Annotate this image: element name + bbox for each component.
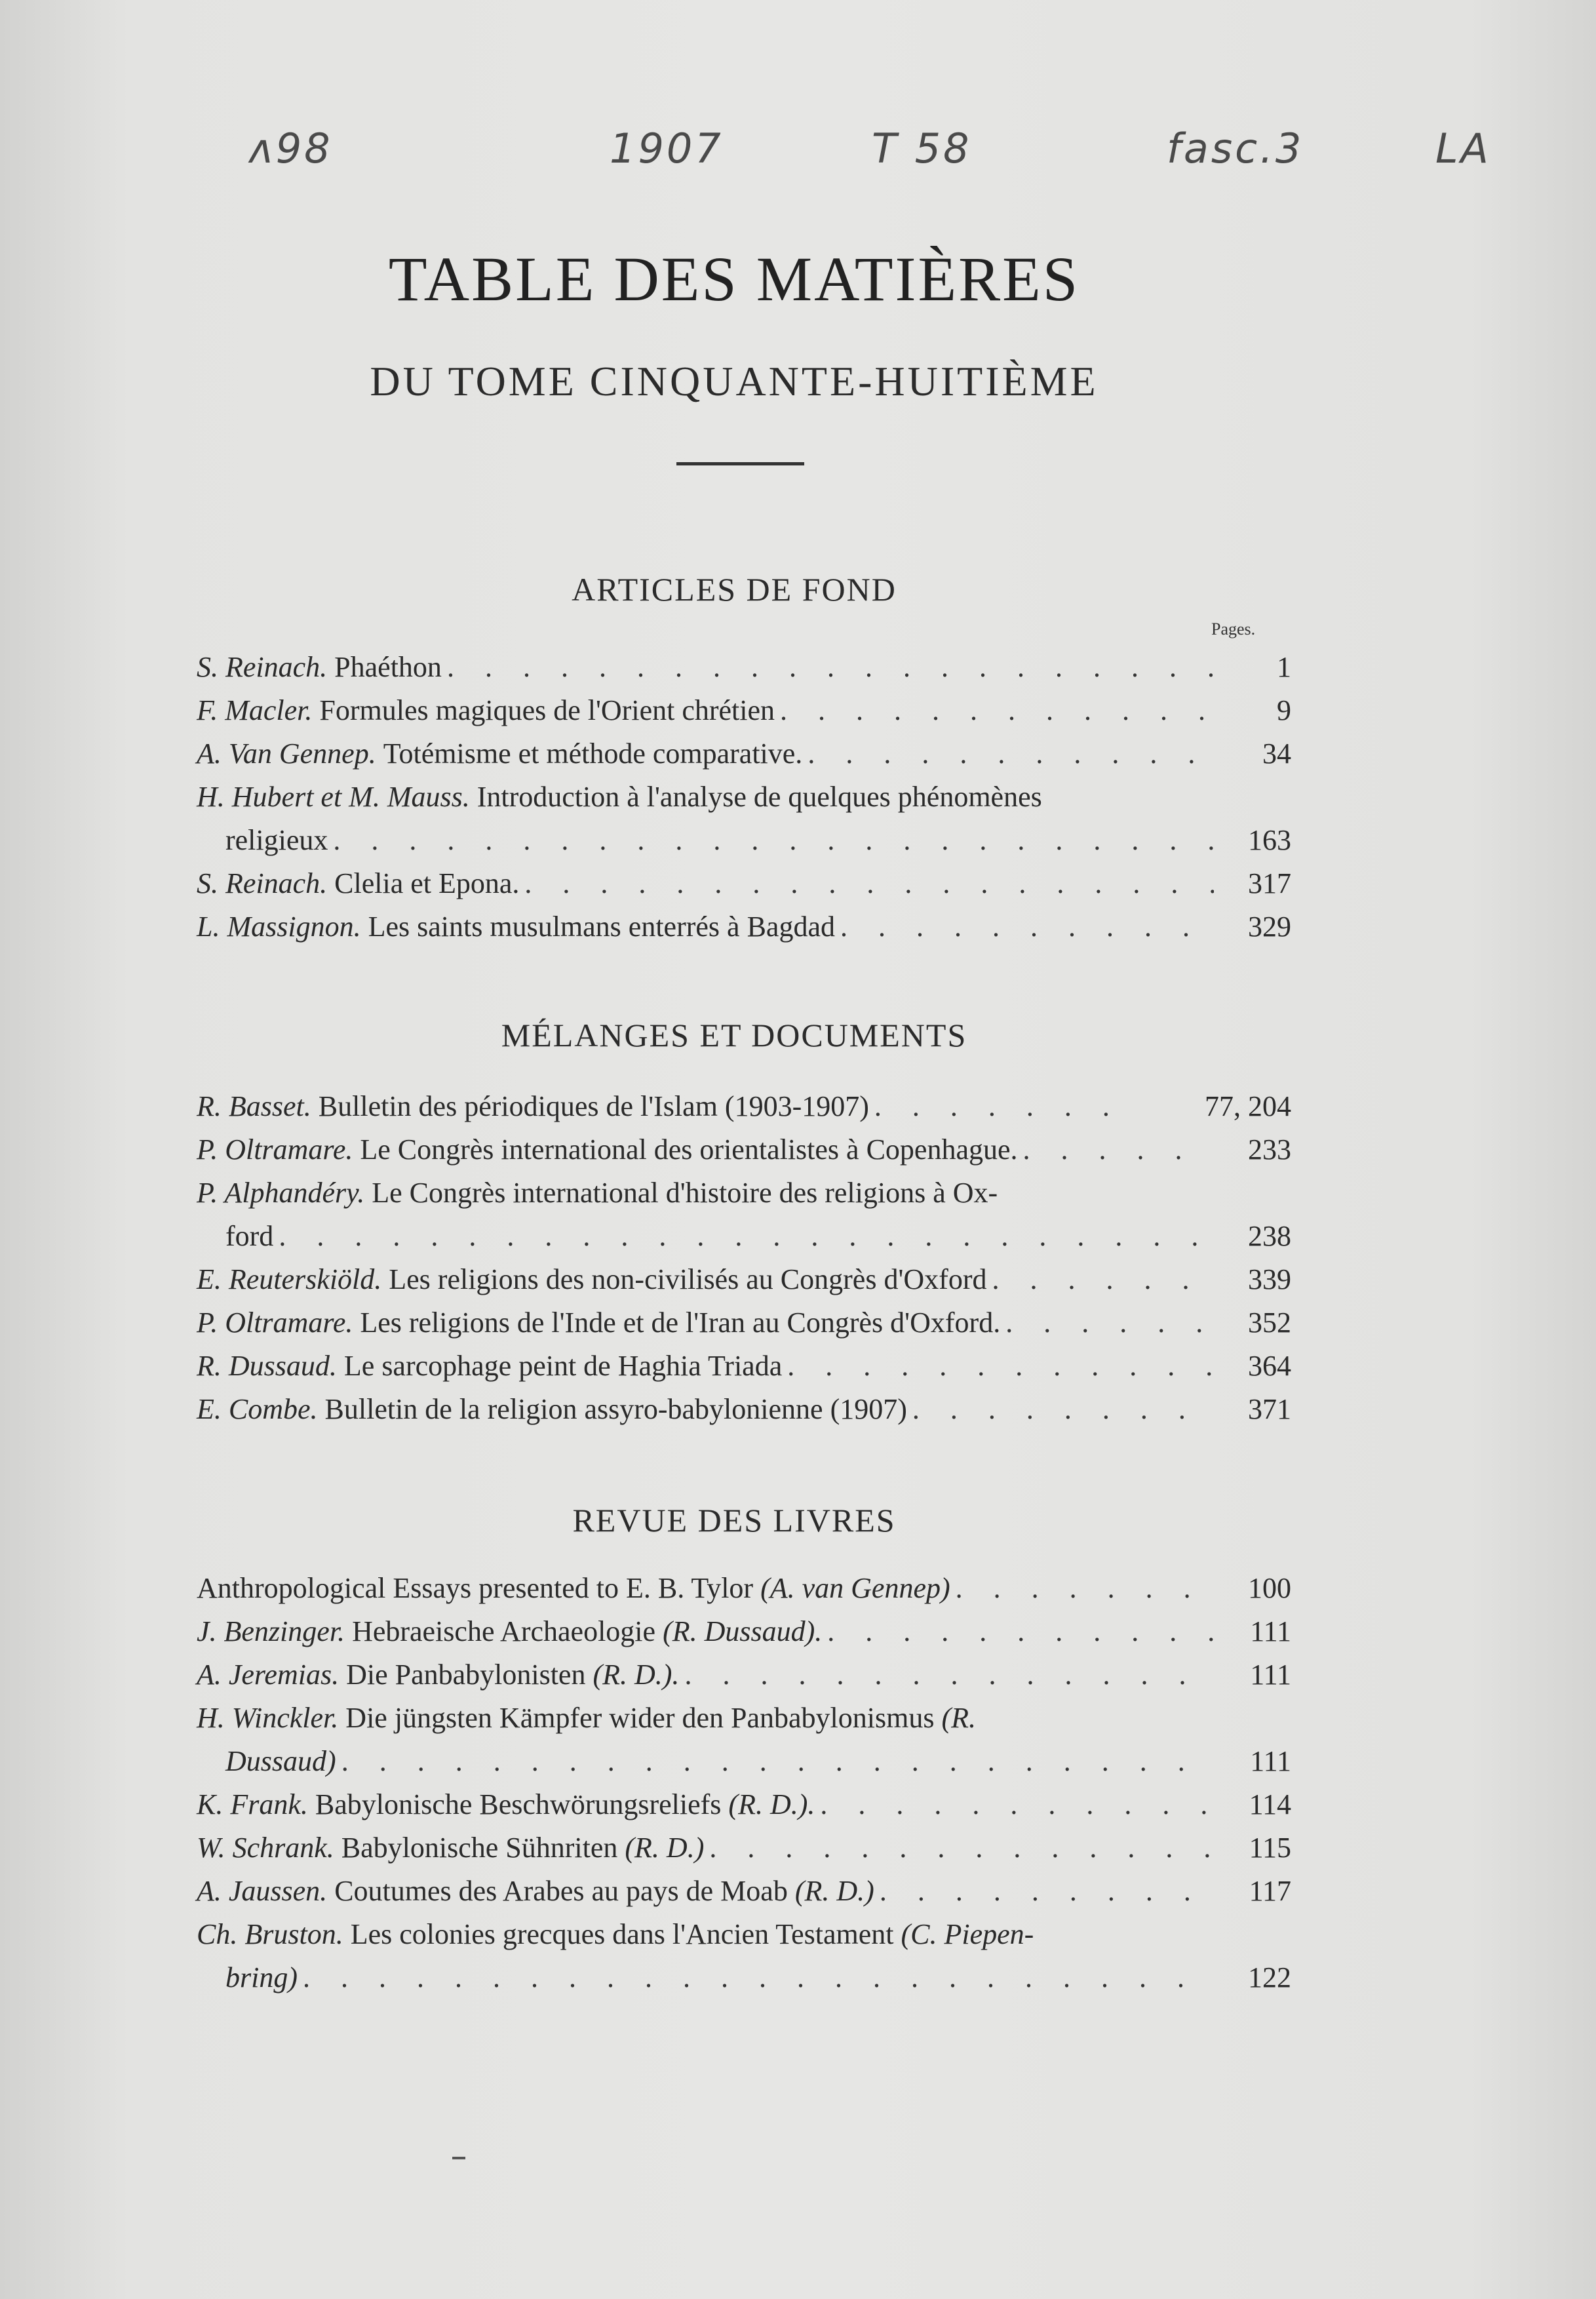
toc-entry (197, 1783, 1291, 1826)
entry-page: 111 (1250, 1659, 1291, 1691)
entry-title: Totémisme et méthode comparative. (383, 737, 803, 770)
handwritten-notes (249, 111, 1547, 184)
toc-entry (197, 1128, 1291, 1171)
entry-title: Hebraeische Archaeologie (352, 1615, 656, 1647)
entry-title: Bulletin des périodiques de l'Islam (1903-1907) (318, 1090, 869, 1122)
entry-reviewer: (R. D.) (794, 1875, 874, 1907)
toc-entry (197, 1653, 1291, 1697)
entry-title: Les religions des non-civilisés au Congrès d'Oxford (389, 1263, 987, 1295)
entry-page: 34 (1262, 737, 1291, 770)
entry-page: 1 (1277, 651, 1291, 683)
entry-author: A. Van Gennep. (197, 737, 376, 770)
entry-page: 233 (1248, 1133, 1291, 1166)
entry-title-continuation: religieux (225, 824, 328, 856)
toc-entry (197, 776, 1291, 862)
entry-author: F. Macler. (197, 694, 313, 726)
toc-entry (197, 1388, 1291, 1431)
toc-entry (197, 732, 1291, 776)
toc-entry (197, 1567, 1291, 1610)
entry-page: 317 (1248, 867, 1291, 899)
entry-title: Le sarcophage peint de Haghia Triada (343, 1350, 783, 1382)
entry-page: 100 (1248, 1572, 1291, 1604)
entry-title: Les saints musulmans enterrés à Bagdad (368, 911, 835, 943)
entry-author: P. Oltramare. (197, 1307, 353, 1339)
toc-entry (197, 862, 1291, 905)
toc-entry (197, 646, 1291, 689)
entry-author: L. Massignon. (197, 911, 361, 943)
entry-title: Les religions de l'Inde et de l'Iran au Congrès d'Oxford. (360, 1307, 1001, 1339)
entry-author: H. Hubert et M. Mauss. (197, 781, 470, 813)
entry-title: Bulletin de la religion assyro-babylonienne (1907) (324, 1393, 907, 1425)
entry-page: 352 (1248, 1307, 1291, 1339)
entry-author: R. Dussaud. (197, 1350, 337, 1382)
section-articles-list (197, 646, 1291, 949)
entry-author: S. Reinach. (197, 651, 328, 683)
entry-title: Clelia et Epona. (334, 867, 520, 899)
entry-title: Le Congrès international des orientalistes à Copenhague. (360, 1133, 1018, 1166)
entry-page: 9 (1277, 694, 1291, 726)
toc-entry (197, 1171, 1291, 1258)
entry-author: R. Basset. (197, 1090, 311, 1122)
entry-author: A. Jeremias. (197, 1659, 340, 1691)
entry-author: S. Reinach. (197, 867, 328, 899)
entry-reviewer: (R. Dussaud). (663, 1615, 823, 1647)
toc-entry (197, 905, 1291, 949)
entry-reviewer: (R. D.). (728, 1788, 815, 1820)
entry-author: H. Winckler. (197, 1702, 339, 1734)
entry-page: 364 (1248, 1350, 1291, 1382)
entry-author: P. Alphandéry. (197, 1177, 365, 1209)
section-revue-list (197, 1567, 1291, 1999)
toc-entry (197, 1870, 1291, 1913)
entry-author: J. Benzinger. (197, 1615, 345, 1647)
entry-title: Die jüngsten Kämpfer wider den Panbabylonismus (345, 1702, 935, 1734)
entry-author: E. Reuterskiöld. (197, 1263, 382, 1295)
entry-title: Les colonies grecques dans l'Ancien Testament (350, 1918, 894, 1950)
entry-page: 329 (1248, 911, 1291, 943)
toc-entry (197, 689, 1291, 732)
entry-title: Anthropological Essays presented to E. B. Tylor (197, 1572, 754, 1604)
entry-author: E. Combe. (197, 1393, 318, 1425)
entry-reviewer: (R. (941, 1702, 976, 1734)
entry-page: 238 (1248, 1220, 1291, 1252)
entry-page: 111 (1250, 1615, 1291, 1647)
entry-reviewer: (C. Piepen- (901, 1918, 1034, 1950)
entry-author: W. Schrank. (197, 1832, 334, 1864)
note-year: 1907 (610, 125, 724, 172)
toc-entry (197, 1826, 1291, 1870)
note-volume: T 58 (872, 125, 972, 172)
toc-entry (197, 1610, 1291, 1653)
section-melanges-list (197, 1085, 1291, 1431)
entry-page: 163 (1248, 824, 1291, 856)
section-heading-melanges: MÉLANGES ET DOCUMENTS (501, 1017, 967, 1053)
entry-title: Coutumes des Arabes au pays de Moab (334, 1875, 788, 1907)
entry-title: Phaéthon (334, 651, 442, 683)
entry-reviewer: (A. van Gennep) (760, 1572, 950, 1604)
entry-reviewer: (R. D.) (625, 1832, 705, 1864)
entry-title-continuation: ford (225, 1220, 274, 1252)
entry-reviewer-continuation: bring) (225, 1961, 298, 1994)
entry-title: Babylonische Beschwörungsreliefs (315, 1788, 722, 1820)
entry-reviewer: (R. D.). (593, 1659, 680, 1691)
section-heading-articles: ARTICLES DE FOND (572, 571, 897, 608)
entry-page: 122 (1248, 1961, 1291, 1994)
entry-title: Le Congrès international d'histoire des religions à Ox- (372, 1177, 998, 1209)
pages-column-label: Pages. (1211, 619, 1256, 639)
entry-page: 371 (1248, 1393, 1291, 1425)
ink-mark (452, 2157, 465, 2159)
page-subtitle: DU TOME CINQUANTE-HUITIÈME (370, 358, 1099, 404)
entry-author: A. Jaussen. (197, 1875, 328, 1907)
toc-entry (197, 1913, 1291, 1999)
note-call-number: ʌ98 (249, 125, 333, 172)
note-fascicle: fasc.3 (1167, 125, 1304, 172)
note-initials: LA (1435, 125, 1491, 172)
entry-page: 111 (1250, 1745, 1291, 1777)
entry-reviewer-continuation: Dussaud) (225, 1745, 336, 1777)
entry-author: K. Frank. (197, 1788, 308, 1820)
title-divider (676, 462, 804, 465)
toc-entry (197, 1697, 1291, 1783)
toc-entry (197, 1085, 1291, 1128)
entry-page: 115 (1249, 1832, 1291, 1864)
toc-entry (197, 1258, 1291, 1301)
entry-title: Formules magiques de l'Orient chrétien (319, 694, 775, 726)
entry-page: 114 (1249, 1788, 1291, 1820)
page-title: TABLE DES MATIÈRES (388, 244, 1080, 314)
entry-author: P. Oltramare. (197, 1133, 353, 1166)
entry-page: 117 (1249, 1875, 1291, 1907)
toc-entry (197, 1301, 1291, 1345)
toc-entry (197, 1345, 1291, 1388)
entry-page: 339 (1248, 1263, 1291, 1295)
entry-page: 77, 204 (1205, 1090, 1291, 1122)
entry-author: Ch. Bruston. (197, 1918, 343, 1950)
entry-title: Die Panbabylonisten (346, 1659, 586, 1691)
entry-title: Babylonische Sühnriten (341, 1832, 618, 1864)
section-heading-revue: REVUE DES LIVRES (572, 1502, 896, 1539)
entry-title: Introduction à l'analyse de quelques phénomènes (477, 781, 1042, 813)
